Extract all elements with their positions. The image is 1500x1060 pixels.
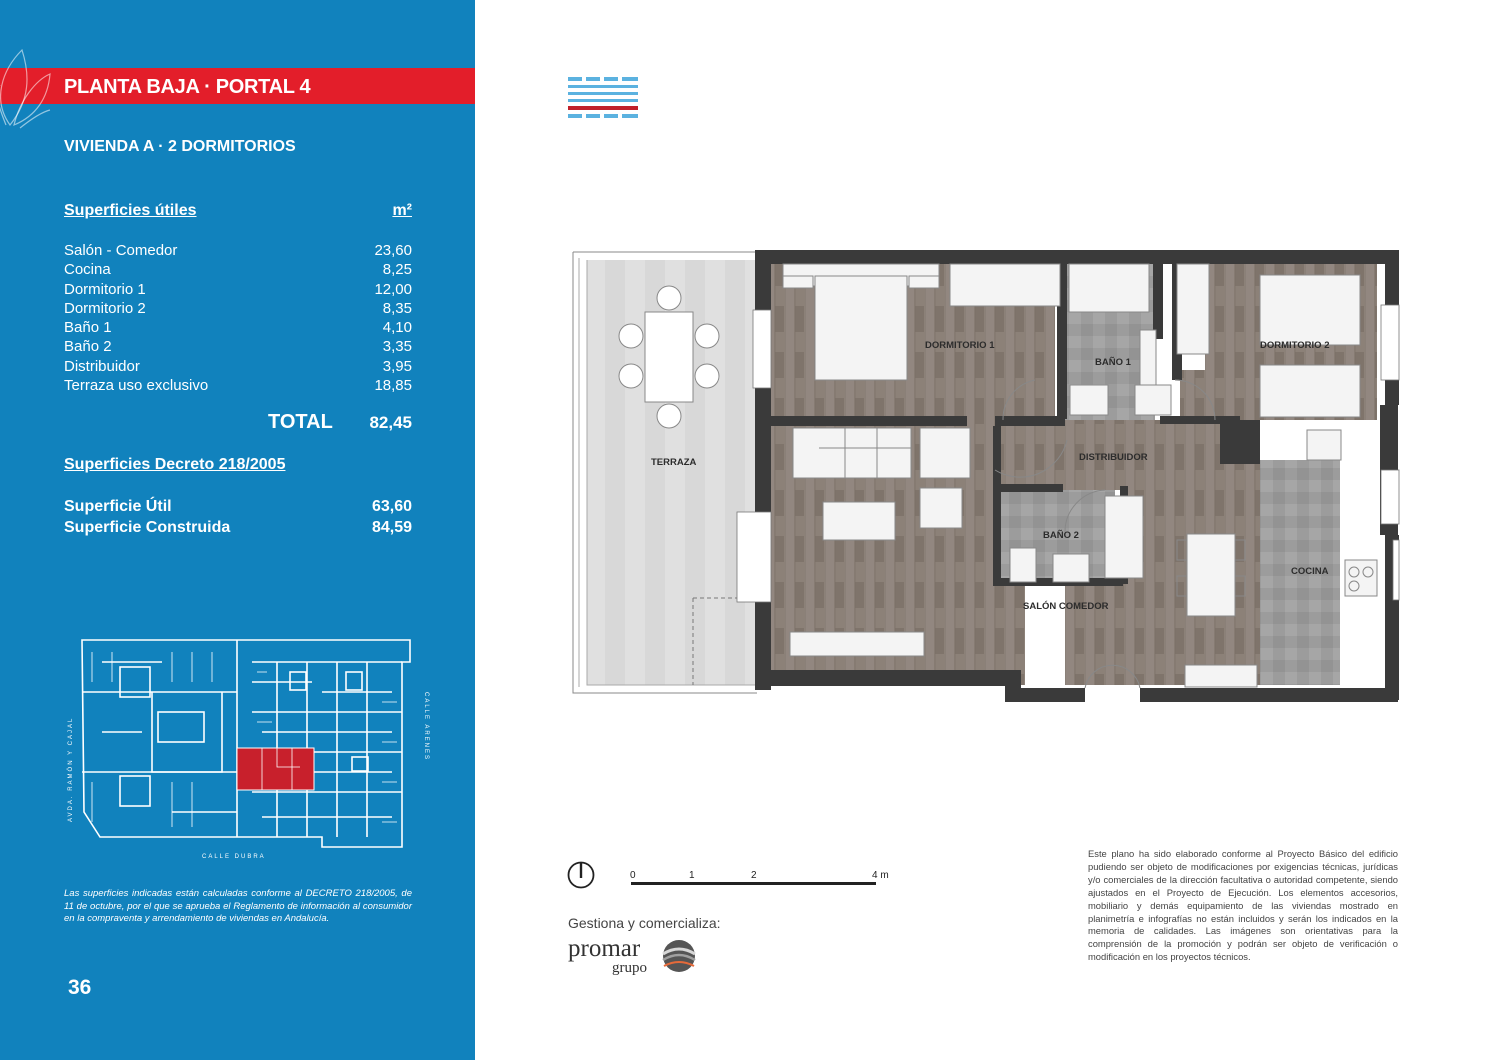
scale-tick-1: 1 [689,870,695,881]
street-right-label: CALLE ARENES [423,692,429,762]
surface-label: Baño 2 [64,338,112,356]
page-number: 36 [68,976,92,999]
footnote: Las superficies indicadas están calculadas conforme al DECRETO 218/2005, de 11 de octubre, por el que se aprueba el Reglamento de información al consumidor en la compraventa y arrendamiento de viviendas en Andalucía. [64,888,412,924]
scale-bar [626,864,900,892]
dwelling-subtitle: VIVIENDA A · 2 DORMITORIOS [64,138,296,155]
room-label-terraza: TERRAZA [651,457,697,468]
surfaces-unit: m² [392,202,412,219]
decree-table [64,498,412,540]
decree-label: Superficie Útil [64,498,172,515]
surface-value: 12,00 [374,280,412,298]
scale-tick-0: 0 [630,870,636,881]
surface-row [64,299,412,318]
room-label-dormitorio-1: DORMITORIO 1 [925,340,995,351]
surface-label: Cocina [64,261,111,279]
surface-value: 18,85 [374,377,412,395]
surface-label: Dormitorio 2 [64,299,146,317]
room-label-cocina: COCINA [1291,566,1329,577]
room-label-dormitorio-2: DORMITORIO 2 [1260,340,1330,351]
lotus-logo-icon [0,40,52,135]
decree-label: Superficie Construida [64,519,231,536]
surface-label: Distribuidor [64,357,140,375]
surface-row [64,376,412,395]
decree-value: 84,59 [371,519,412,536]
decree-value: 63,60 [371,498,412,515]
surface-row [64,260,412,279]
total-row [64,411,412,437]
title-band [0,68,475,104]
room-label-distribuidor: DISTRIBUIDOR [1079,452,1148,463]
room-label-bano-2: BAÑO 2 [1043,530,1079,541]
surface-label: Dormitorio 1 [64,280,146,298]
surface-row [64,318,412,337]
surface-label: Salón - Comedor [64,242,178,259]
surface-value: 8,35 [382,299,412,317]
info-panel [0,0,475,1060]
surface-value: 4,10 [382,319,412,337]
decree-heading: Superficies Decreto 218/2005 [64,456,286,473]
street-left-label: AVDA. RAMÓN Y CAJAL [68,716,74,822]
scale-tick-2: 2 [751,870,757,881]
brand-sub: grupo [612,960,647,976]
room-label-bano-1: BAÑO 1 [1095,357,1131,368]
decree-row [64,519,412,540]
commercial-label: Gestiona y comercializa: [568,915,721,931]
surface-label: Baño 1 [64,319,112,337]
legal-disclaimer: Este plano ha sido elaborado conforme al Proyecto Básico del edificio pudiendo ser objeto de modificaciones por exigencias técnicas, jurídicas y/o comerciales de la dirección facultativa o autoridad competente, siendo ajustados en el Proyecto de Ejecución. Los elementos accesorios, mobiliario y demás equipamiento de las viviendas mostrado en planimetría e infografías no están incluidos y serán los indicados en la memoria de calidades. Las imágenes son orientativas para la comprensión de la promoción y podrán ser objeto de verificación o modificación en los proyectos técnicos. [1088,848,1398,963]
surface-value: 8,25 [382,261,412,279]
decree-row [64,498,412,519]
total-value: 82,45 [369,413,412,432]
surfaces-table [64,241,412,395]
promar-logo-icon [568,932,718,982]
site-map [62,632,429,867]
floor-plan [565,240,1405,710]
surface-value: 3,35 [382,338,412,356]
surface-row [64,280,412,299]
page-title: PLANTA BAJA · PORTAL 4 [64,76,311,98]
surface-row [64,337,412,356]
surface-row [64,241,412,260]
total-label: TOTAL [268,411,333,433]
brand-name: promar [568,935,641,962]
legend-stripes-icon [568,77,640,125]
scale-tick-4: 4 m [872,870,889,881]
surface-value: 3,95 [382,357,412,375]
room-label-salon-comedor: SALÓN COMEDOR [1023,601,1109,612]
surface-value: 23,60 [374,242,412,259]
street-bottom-label: CALLE DUBRA [202,854,266,860]
surface-row [64,357,412,376]
surface-label: Terraza uso exclusivo [64,377,209,395]
compass-icon [566,860,596,890]
surfaces-heading-label: Superficies útiles [64,202,197,219]
surfaces-heading [64,202,412,220]
